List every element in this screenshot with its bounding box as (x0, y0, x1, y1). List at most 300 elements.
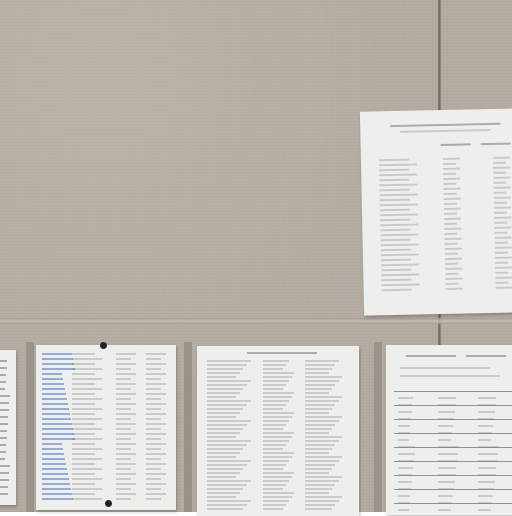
text-line (116, 483, 136, 485)
text-line (207, 492, 240, 494)
wall-strip (184, 342, 192, 512)
text-line (72, 393, 95, 395)
text-line (0, 374, 6, 376)
text-line (116, 473, 136, 475)
text-line (398, 453, 415, 455)
text-line (478, 502, 492, 504)
text-line (263, 372, 294, 374)
text-line (207, 496, 236, 498)
text-line (207, 396, 236, 398)
text-line (116, 413, 136, 415)
text-line (0, 402, 9, 404)
text-line (0, 451, 6, 453)
text-line (207, 412, 240, 414)
text-line (207, 384, 247, 386)
text-line (207, 508, 243, 510)
text-line (445, 283, 458, 285)
text-line (478, 467, 496, 469)
text-line (305, 388, 332, 390)
text-line (116, 493, 136, 495)
highlight-line (42, 443, 62, 445)
highlight-line (42, 468, 67, 470)
text-line (443, 183, 456, 185)
text-line (72, 473, 95, 475)
text-line (207, 364, 247, 366)
text-line (207, 448, 243, 450)
text-line (398, 446, 415, 448)
text-line (381, 243, 419, 246)
text-line (72, 373, 95, 375)
highlight-line (42, 488, 71, 490)
text-line (305, 368, 332, 370)
text-line (478, 495, 493, 497)
highlight-line (42, 383, 64, 385)
text-line (146, 398, 161, 400)
text-line (438, 460, 457, 462)
text-line (207, 388, 243, 390)
text-line (380, 229, 410, 232)
text-line (116, 433, 136, 435)
text-line (146, 428, 161, 430)
text-line (438, 439, 451, 441)
text-line (398, 467, 413, 469)
wall-strip (374, 342, 382, 512)
text-line (438, 467, 456, 469)
text-line (398, 495, 410, 497)
text-line (478, 439, 491, 441)
wall-strip (26, 342, 34, 512)
text-line (0, 367, 7, 369)
highlight-line (42, 458, 65, 460)
text-line (263, 484, 286, 486)
text-line (207, 372, 240, 374)
panel-seam-horizontal (0, 318, 512, 324)
text-line (263, 364, 286, 366)
text-line (207, 440, 251, 442)
text-line (305, 444, 335, 446)
text-line (478, 509, 491, 511)
text-line (379, 179, 409, 182)
push-pin (105, 500, 112, 507)
text-line (443, 173, 456, 175)
text-line (263, 448, 283, 450)
text-line (116, 458, 131, 460)
text-line (0, 472, 9, 474)
text-line (72, 403, 95, 405)
text-line (0, 395, 10, 397)
text-line (146, 463, 166, 465)
text-line (390, 123, 500, 127)
text-line (305, 452, 329, 454)
text-line (305, 380, 339, 382)
text-line (263, 424, 286, 426)
highlight-line (42, 398, 67, 400)
text-line (146, 393, 166, 395)
text-line (444, 218, 461, 220)
text-line (207, 408, 243, 410)
text-line (493, 177, 510, 179)
text-line (263, 416, 292, 418)
text-line (438, 425, 453, 427)
highlight-line (42, 368, 75, 370)
text-line (445, 273, 458, 275)
text-line (207, 424, 247, 426)
text-line (0, 388, 5, 390)
text-line (116, 363, 136, 365)
text-line (146, 373, 166, 375)
text-line (116, 408, 131, 410)
highlight-line (42, 408, 69, 410)
text-line (72, 478, 102, 480)
text-line (495, 237, 512, 239)
text-line (263, 412, 294, 414)
text-line (72, 353, 95, 355)
text-line (478, 446, 499, 448)
text-line (207, 360, 251, 362)
text-line (72, 443, 95, 445)
text-line (146, 483, 166, 485)
text-line (263, 376, 292, 378)
text-line (495, 267, 512, 269)
text-line (305, 488, 332, 490)
text-line (398, 404, 412, 406)
text-line (438, 509, 451, 511)
sheet-with-blue-highlights (36, 345, 176, 510)
text-line (146, 383, 166, 385)
text-line (446, 288, 463, 290)
text-line (305, 432, 329, 434)
text-line (305, 460, 339, 462)
text-line (72, 453, 95, 455)
text-line (207, 400, 251, 402)
text-line (146, 438, 161, 440)
text-line (116, 428, 131, 430)
text-line (478, 404, 496, 406)
text-line (305, 408, 332, 410)
text-line (72, 448, 102, 450)
text-line (0, 360, 7, 362)
text-line (398, 432, 410, 434)
upper-right-sheet (360, 108, 512, 315)
text-line (116, 478, 131, 480)
text-line (305, 424, 335, 426)
highlight-line (42, 358, 73, 360)
text-line (207, 432, 240, 434)
text-line (400, 129, 490, 133)
text-line (116, 488, 131, 490)
text-line (263, 508, 283, 510)
text-line (263, 472, 294, 474)
text-line (207, 368, 243, 370)
table-rule (394, 391, 512, 392)
text-line (398, 509, 409, 511)
text-line (380, 199, 410, 202)
text-line (72, 418, 102, 420)
text-line (305, 496, 342, 498)
text-line (438, 418, 454, 420)
text-line (478, 425, 493, 427)
text-line (493, 182, 506, 184)
text-line (379, 159, 409, 162)
text-line (494, 212, 507, 214)
text-line (207, 460, 251, 462)
text-line (305, 376, 342, 378)
text-line (0, 458, 5, 460)
text-line (72, 488, 102, 490)
text-line (263, 476, 292, 478)
text-line (478, 481, 495, 483)
text-line (445, 248, 462, 250)
text-line (443, 178, 460, 180)
text-line (438, 495, 453, 497)
text-line (146, 408, 161, 410)
text-line (247, 352, 317, 354)
text-line (438, 481, 455, 483)
text-line (379, 174, 417, 177)
text-line (445, 253, 458, 255)
text-line (305, 484, 335, 486)
text-line (305, 464, 335, 466)
text-line (263, 432, 294, 434)
push-pin (100, 342, 107, 349)
text-line (398, 439, 409, 441)
right-table-sheet (386, 345, 512, 515)
text-line (380, 189, 410, 192)
text-line (207, 428, 243, 430)
text-line (305, 404, 335, 406)
table-rule (394, 503, 512, 504)
highlight-line (42, 423, 72, 425)
text-line (116, 373, 136, 375)
text-line (443, 163, 456, 165)
text-line (305, 364, 335, 366)
text-line (466, 355, 506, 357)
text-line (305, 440, 339, 442)
highlight-line (42, 498, 73, 500)
text-line (146, 363, 166, 365)
text-line (305, 384, 335, 386)
text-line (72, 433, 95, 435)
text-line (406, 355, 456, 357)
text-line (438, 404, 456, 406)
text-line (0, 479, 9, 481)
text-line (494, 197, 511, 199)
text-line (381, 273, 419, 276)
text-line (263, 436, 292, 438)
highlight-line (42, 448, 63, 450)
text-line (0, 430, 7, 432)
text-line (478, 418, 494, 420)
text-line (0, 444, 6, 446)
text-line (305, 472, 329, 474)
text-line (72, 458, 102, 460)
text-line (495, 242, 508, 244)
text-line (382, 289, 412, 292)
text-line (438, 453, 458, 455)
highlight-line (42, 493, 72, 495)
text-line (207, 484, 247, 486)
highlight-line (42, 473, 68, 475)
text-line (72, 378, 102, 380)
highlight-line (42, 373, 62, 375)
highlight-line (42, 418, 71, 420)
text-line (381, 239, 411, 242)
text-line (305, 476, 342, 478)
text-line (305, 372, 329, 374)
highlight-line (42, 393, 66, 395)
text-line (146, 388, 161, 390)
text-line (146, 498, 161, 500)
middle-list-sheet (197, 346, 359, 516)
text-line (380, 223, 418, 226)
text-line (263, 440, 289, 442)
text-line (116, 448, 131, 450)
text-line (382, 283, 420, 286)
text-line (444, 228, 461, 230)
text-line (72, 408, 102, 410)
text-line (116, 463, 136, 465)
text-line (398, 481, 412, 483)
text-line (116, 368, 131, 370)
text-line (438, 446, 459, 448)
text-line (493, 172, 506, 174)
text-line (380, 203, 418, 206)
text-line (146, 423, 166, 425)
text-line (496, 287, 512, 289)
text-line (263, 492, 294, 494)
text-line (478, 411, 495, 413)
text-line (146, 413, 166, 415)
text-line (305, 508, 332, 510)
text-line (146, 368, 161, 370)
text-line (305, 416, 342, 418)
text-line (146, 453, 166, 455)
text-line (116, 453, 136, 455)
highlight-line (42, 403, 68, 405)
text-line (116, 418, 131, 420)
highlight-line (42, 388, 65, 390)
text-line (493, 187, 510, 189)
text-line (146, 358, 161, 360)
text-line (445, 263, 458, 265)
text-line (116, 498, 131, 500)
text-line (263, 468, 283, 470)
text-line (379, 184, 417, 187)
text-line (116, 388, 131, 390)
text-line (0, 465, 10, 467)
text-line (478, 453, 498, 455)
text-line (72, 463, 95, 465)
text-line (116, 383, 136, 385)
text-line (146, 418, 161, 420)
text-line (72, 428, 102, 430)
text-line (443, 168, 460, 170)
text-line (398, 425, 410, 427)
text-line (445, 243, 458, 245)
text-line (263, 396, 292, 398)
text-line (400, 367, 490, 369)
text-line (305, 428, 332, 430)
text-line (0, 416, 8, 418)
text-line (263, 444, 286, 446)
text-line (494, 202, 507, 204)
text-line (72, 388, 102, 390)
text-line (438, 411, 455, 413)
text-line (146, 473, 166, 475)
text-line (263, 420, 289, 422)
text-line (441, 143, 471, 146)
text-line (494, 192, 507, 194)
text-line (438, 488, 454, 490)
text-line (444, 233, 457, 235)
text-line (444, 198, 461, 200)
text-line (494, 227, 511, 229)
text-line (0, 486, 8, 488)
text-line (0, 409, 9, 411)
text-line (305, 436, 342, 438)
text-line (493, 162, 506, 164)
text-line (495, 257, 512, 259)
text-line (445, 238, 462, 240)
text-line (146, 353, 166, 355)
text-line (444, 208, 461, 210)
text-line (305, 468, 332, 470)
text-line (381, 249, 411, 252)
text-line (380, 233, 418, 236)
text-line (207, 480, 251, 482)
text-line (305, 492, 329, 494)
text-line (305, 412, 329, 414)
text-line (494, 222, 507, 224)
highlight-line (42, 453, 64, 455)
highlight-line (42, 483, 70, 485)
highlight-line (42, 438, 75, 440)
text-line (494, 217, 511, 219)
text-line (207, 392, 240, 394)
highlight-line (42, 378, 63, 380)
text-line (263, 428, 283, 430)
text-line (379, 169, 409, 172)
text-line (493, 157, 510, 159)
text-line (263, 456, 292, 458)
text-line (494, 207, 511, 209)
text-line (146, 493, 166, 495)
text-line (207, 416, 236, 418)
text-line (380, 213, 418, 216)
text-line (305, 500, 339, 502)
text-line (438, 474, 456, 476)
highlight-line (42, 413, 70, 415)
text-line (207, 436, 236, 438)
highlight-line (42, 353, 72, 355)
text-line (116, 378, 131, 380)
text-line (444, 203, 457, 205)
text-line (443, 188, 460, 190)
text-line (495, 282, 508, 284)
text-line (263, 496, 292, 498)
text-line (263, 464, 286, 466)
text-line (445, 268, 462, 270)
text-line (381, 253, 419, 256)
text-line (116, 398, 131, 400)
text-line (207, 476, 236, 478)
text-line (398, 411, 412, 413)
text-line (0, 493, 8, 495)
text-line (146, 433, 166, 435)
text-line (398, 397, 413, 399)
text-line (398, 488, 411, 490)
text-line (0, 437, 7, 439)
